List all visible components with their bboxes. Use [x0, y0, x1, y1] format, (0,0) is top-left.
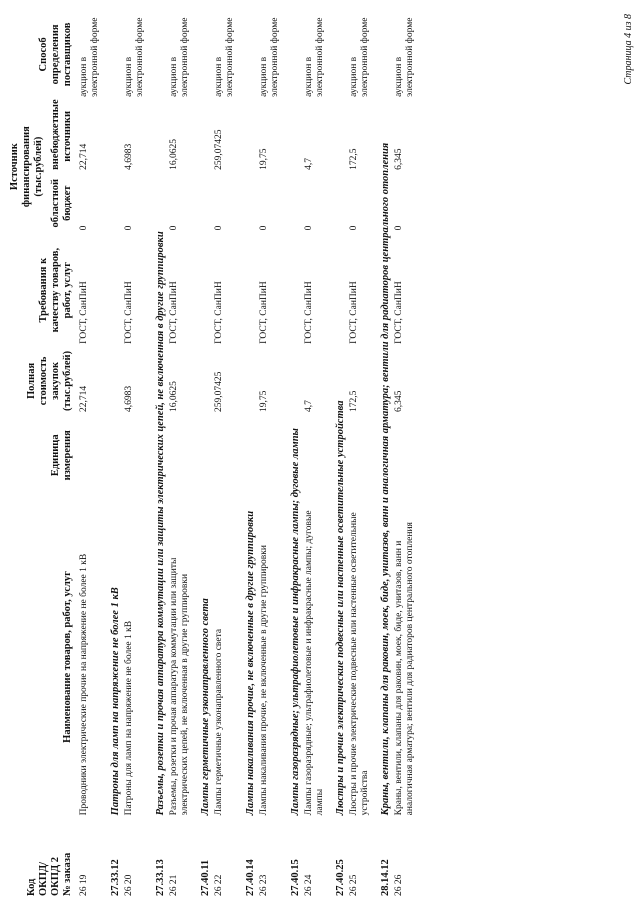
header-method: Способ определения поставщиков [38, 22, 73, 87]
table-row [213, 9, 237, 899]
item-regional-budget: 0 [394, 225, 404, 231]
item-name: Патроны для ламп на напряжение не более 1 кВ [124, 620, 134, 816]
item-requirements: ГОСТ, СанПиН [79, 281, 89, 344]
group-row [102, 9, 123, 899]
item-unit [213, 415, 237, 496]
header-sources: Источник финансирования (тыс.рублей) [9, 126, 44, 208]
item-requirements: ГОСТ, СанПиН [214, 281, 224, 344]
table-body [78, 9, 417, 899]
group-title: Краны, вентили, клапаны для раковин, моек, биде, унитазов, ванн и аналогичная арматура; вентили для радиаторов центрального отопления [380, 142, 391, 816]
item-name: Проводники электрические прочие на напряжение не более 1 кВ [79, 553, 89, 816]
item-unit [303, 415, 327, 496]
group-title: Лампы газоразрядные; ультрафиолетовые и инфракрасные лампы; дуговые лампы [290, 428, 301, 816]
item-method: аукцион в электронной форме [259, 17, 280, 97]
item-method: аукцион в электронной форме [214, 17, 235, 97]
header-unit: Единица измерения [50, 430, 73, 481]
item-code: 26 26 [394, 874, 404, 896]
header-code-line1: Код [26, 878, 37, 896]
item-unit [258, 415, 282, 496]
item-code: 26 19 [79, 874, 89, 896]
item-code: 26 20 [124, 874, 134, 896]
group-title: Разъемы, розетки и прочая аппаратура коммутации или защиты электрических цепей, не включенная в другие группировки [155, 231, 166, 816]
item-requirements: ГОСТ, СанПиН [394, 281, 404, 344]
item-regional-budget: 0 [169, 225, 179, 231]
group-code: 27.40.14 [245, 859, 256, 896]
item-unit [78, 415, 102, 496]
group-row [192, 9, 213, 899]
group-code: 27.40.11 [200, 859, 211, 896]
header-source-regional: областной бюджет [50, 178, 73, 228]
item-code: 26 23 [259, 874, 269, 896]
table-row [123, 9, 147, 899]
item-offbudget: 6,345 [394, 148, 404, 170]
item-code: 26 25 [349, 874, 359, 896]
group-title: Люстры и прочие электрические подвесные или настенные осветительные устройства [335, 400, 346, 816]
item-total: 6,345 [394, 390, 404, 412]
table-header-row [8, 9, 49, 899]
item-requirements: ГОСТ, СанПиН [169, 281, 179, 344]
item-name: Люстры и прочие электрические подвесные или настенные осветительные устройства [349, 512, 370, 816]
item-name: Разъемы, розетки и прочая аппаратура коммутации или защиты электрических цепей, не включенная в другие группировки [169, 557, 190, 816]
item-offbudget: 4,7 [304, 158, 314, 170]
item-offbudget: 22,714 [79, 143, 89, 170]
group-code: 27.40.15 [290, 859, 301, 896]
group-row [147, 9, 168, 899]
item-unit [168, 415, 192, 496]
item-regional-budget: 0 [259, 225, 269, 231]
header-code-line3: ОКПД 2 [50, 856, 61, 896]
item-offbudget: 4,6983 [124, 143, 134, 170]
item-total: 19,75 [259, 390, 269, 412]
item-regional-budget: 0 [124, 225, 134, 231]
table-row [348, 9, 372, 899]
group-row [237, 9, 258, 899]
item-offbudget: 19,75 [259, 148, 269, 170]
table-row [393, 9, 417, 899]
item-requirements: ГОСТ, СанПиН [259, 281, 269, 344]
item-requirements: ГОСТ, СанПиН [124, 281, 134, 344]
header-requirements: Требования к качеству товаров, работ, услуг [38, 247, 73, 333]
item-method: аукцион в электронной форме [79, 17, 100, 97]
item-method: аукцион в электронной форме [394, 17, 415, 97]
item-total: 22,714 [79, 385, 89, 412]
group-code: 27.33.13 [155, 859, 166, 896]
item-offbudget: 259,07425 [214, 129, 224, 170]
table-row [78, 9, 102, 899]
item-total: 172,5 [349, 390, 359, 412]
item-name: Лампы накаливания прочие, не включенные в другие группировки [259, 545, 269, 816]
header-source-offbudget: внебюджетные источники [50, 99, 73, 170]
header-code [8, 818, 78, 899]
procurement-table [8, 9, 417, 899]
table-row [303, 9, 327, 899]
table-row [168, 9, 192, 899]
item-total: 4,7 [304, 400, 314, 412]
item-requirements: ГОСТ, СанПиН [304, 281, 314, 344]
item-unit [348, 415, 372, 496]
item-requirements: ГОСТ, СанПиН [349, 281, 359, 344]
header-code-line2: ОКПД/ [38, 861, 49, 896]
item-method: аукцион в электронной форме [349, 17, 370, 97]
item-regional-budget: 0 [214, 225, 224, 231]
item-method: аукцион в электронной форме [124, 17, 145, 97]
group-row [327, 9, 348, 899]
group-row [372, 9, 393, 899]
item-code: 26 22 [214, 874, 224, 896]
item-offbudget: 16,0625 [169, 139, 179, 170]
item-regional-budget: 0 [349, 225, 359, 231]
item-name: Краны, вентили, клапаны для раковин, моек, биде, унитазов, ванн и аналогичная арматура; вентили для радиаторов центрального отопления [394, 522, 415, 816]
header-total: Полная стоимость закупок (тыс.рублей) [26, 350, 73, 411]
item-total: 16,0625 [169, 381, 179, 412]
group-title: Патроны для ламп на напряжение не более 1 кВ [110, 587, 121, 816]
item-total: 4,6983 [124, 385, 134, 412]
item-name: Лампы газоразрядные; ультрафиолетовые и инфракрасные лампы; дуговые лампы [304, 510, 325, 816]
item-unit [393, 415, 417, 496]
group-title: Лампы накаливания прочие, не включенные в другие группировки [245, 510, 256, 816]
group-title: Лампы герметичные узконаправленного света [200, 598, 211, 816]
group-code: 27.33.12 [110, 859, 121, 896]
page-number: Страница 4 из 8 [623, 14, 634, 85]
item-method: аукцион в электронной форме [304, 17, 325, 97]
header-name: Наименование товаров, работ, услуг [62, 571, 73, 743]
group-code: 27.40.25 [335, 859, 346, 896]
item-total: 259,07425 [214, 371, 224, 412]
item-regional-budget: 0 [304, 225, 314, 231]
item-code: 26 21 [169, 874, 179, 896]
group-code: 28.14.12 [380, 859, 391, 896]
table-row [258, 9, 282, 899]
item-regional-budget: 0 [79, 225, 89, 231]
item-unit [123, 415, 147, 496]
item-offbudget: 172,5 [349, 148, 359, 170]
item-method: аукцион в электронной форме [169, 17, 190, 97]
item-name: Лампы герметичные узконаправленного света [214, 628, 224, 816]
item-code: 26 24 [304, 874, 314, 896]
group-row [282, 9, 303, 899]
header-code-line4: № заказа [62, 852, 73, 896]
